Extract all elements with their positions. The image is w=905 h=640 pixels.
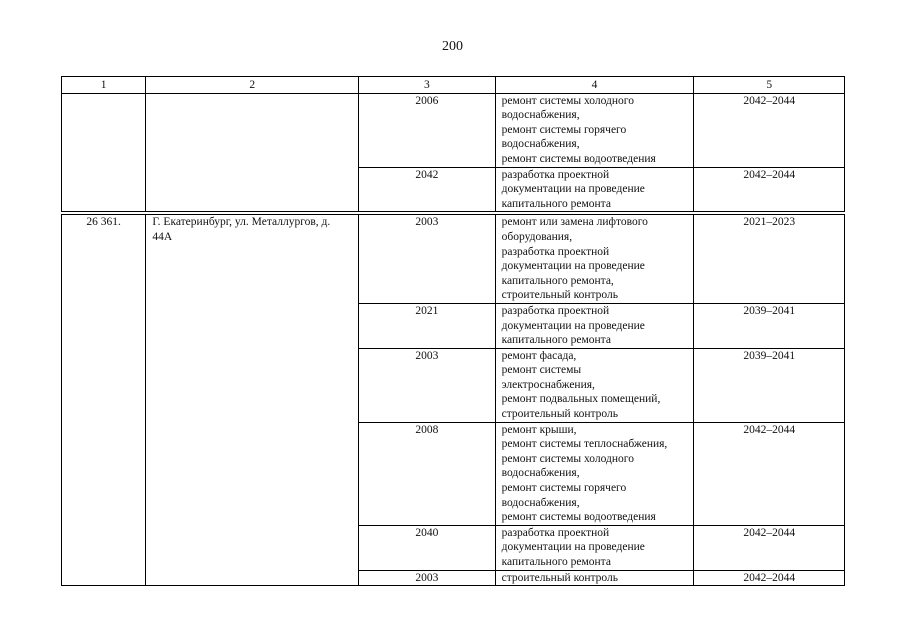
works-cell bbox=[495, 167, 694, 212]
period-cell: 2042–2044 bbox=[694, 422, 845, 525]
work-item: ремонт системы горячего bbox=[501, 482, 627, 495]
works-cell bbox=[495, 348, 694, 422]
work-item: электроснабжения, bbox=[501, 378, 595, 391]
works-cell bbox=[495, 570, 694, 586]
work-item: ремонт системы водоотведения bbox=[501, 511, 656, 524]
column-header-3: 3 bbox=[359, 77, 496, 94]
year-cell: 2003 bbox=[359, 348, 496, 422]
work-item: ремонт системы водоотведения bbox=[501, 152, 656, 165]
work-item: водоснабжения, bbox=[501, 496, 580, 509]
year-cell: 2021 bbox=[359, 303, 496, 348]
year-cell: 2006 bbox=[359, 93, 496, 167]
year-cell: 2008 bbox=[359, 422, 496, 525]
period-cell: 2042–2044 bbox=[694, 525, 845, 570]
work-item: ремонт системы холодного bbox=[501, 452, 634, 465]
column-header-4: 4 bbox=[495, 77, 694, 94]
address-cell bbox=[146, 93, 359, 212]
work-item: документации на проведение bbox=[501, 183, 645, 196]
repair-schedule-table bbox=[61, 76, 845, 586]
work-item: водоснабжения, bbox=[501, 138, 580, 151]
year-cell: 2003 bbox=[359, 570, 496, 586]
column-number-header-row bbox=[62, 77, 845, 94]
work-item: капитального ремонта bbox=[501, 334, 611, 347]
period-cell: 2021–2023 bbox=[694, 215, 845, 304]
work-item: капитального ремонта, bbox=[501, 274, 614, 287]
work-item: строительный контроль bbox=[501, 289, 618, 302]
work-item: водоснабжения, bbox=[501, 109, 580, 122]
address-cell: Г. Екатеринбург, ул. Металлургов, д. 44А bbox=[146, 215, 359, 586]
work-item: документации на проведение bbox=[501, 319, 645, 332]
page-number: 200 bbox=[442, 39, 463, 54]
work-item: разработка проектной bbox=[501, 304, 610, 317]
period-cell: 2039–2041 bbox=[694, 348, 845, 422]
column-header-2: 2 bbox=[146, 77, 359, 94]
column-header-5: 5 bbox=[694, 77, 845, 94]
work-item: ремонт системы bbox=[501, 364, 582, 377]
entry-number-cell: 26 361. bbox=[62, 215, 146, 586]
year-cell: 2003 bbox=[359, 215, 496, 304]
works-cell bbox=[495, 215, 694, 304]
works-cell bbox=[495, 93, 694, 167]
year-cell: 2042 bbox=[359, 167, 496, 212]
work-item: разработка проектной bbox=[501, 168, 610, 181]
work-item: документации на проведение bbox=[501, 260, 645, 273]
work-item: ремонт системы теплоснабжения, bbox=[501, 438, 668, 451]
works-cell bbox=[495, 422, 694, 525]
period-cell: 2042–2044 bbox=[694, 167, 845, 212]
period-cell: 2042–2044 bbox=[694, 570, 845, 586]
period-cell: 2039–2041 bbox=[694, 303, 845, 348]
work-item: документации на проведение bbox=[501, 541, 645, 554]
table-row bbox=[62, 215, 845, 304]
work-item: ремонт системы горячего bbox=[501, 123, 627, 136]
works-cell bbox=[495, 525, 694, 570]
work-item: ремонт или замена лифтового bbox=[501, 216, 648, 229]
repair-schedule-table-container bbox=[61, 76, 845, 586]
column-header-1: 1 bbox=[62, 77, 146, 94]
entry-rows bbox=[62, 215, 845, 586]
work-item: оборудования, bbox=[501, 230, 573, 243]
work-item: строительный контроль bbox=[501, 571, 618, 584]
work-item: ремонт подвальных помещений, bbox=[501, 393, 661, 406]
works-cell bbox=[495, 303, 694, 348]
entry-number-cell bbox=[62, 93, 146, 212]
table-row bbox=[62, 93, 845, 167]
work-item: строительный контроль bbox=[501, 408, 618, 421]
work-item: разработка проектной bbox=[501, 245, 610, 258]
work-item: капитального ремонта bbox=[501, 556, 611, 568]
work-item: ремонт крыши, bbox=[501, 423, 577, 436]
work-item: водоснабжения, bbox=[501, 467, 580, 480]
work-item: ремонт системы холодного bbox=[501, 94, 634, 107]
work-item: капитального ремонта bbox=[501, 197, 611, 210]
work-item: разработка проектной bbox=[501, 526, 610, 539]
year-cell: 2040 bbox=[359, 525, 496, 570]
work-item: ремонт фасада, bbox=[501, 349, 577, 362]
continuation-rows bbox=[62, 93, 845, 212]
period-cell: 2042–2044 bbox=[694, 93, 845, 167]
